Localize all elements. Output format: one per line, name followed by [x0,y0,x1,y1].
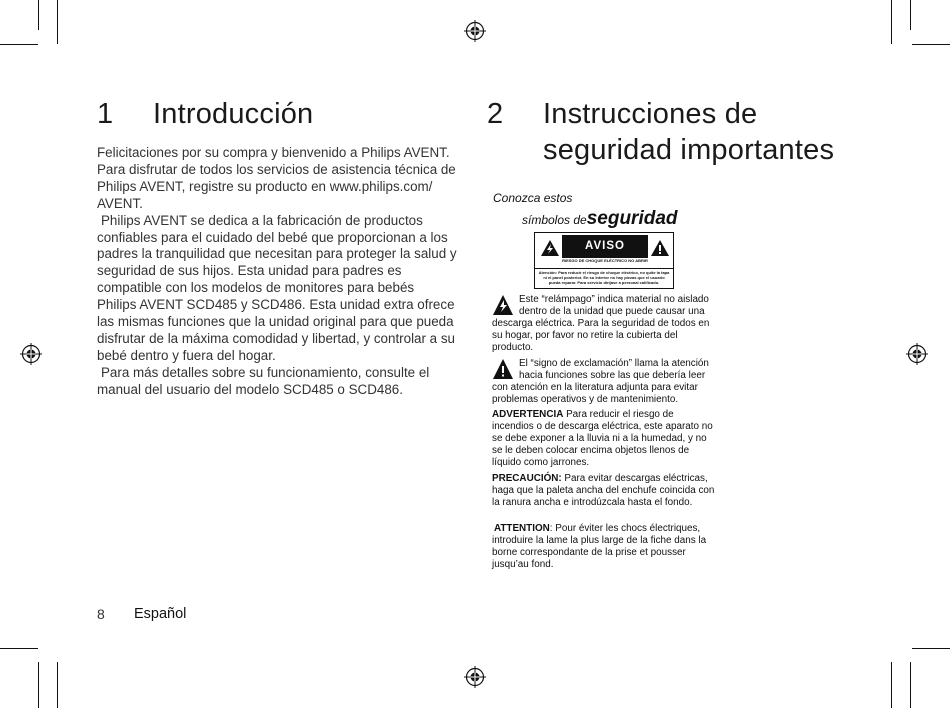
exclamation-warning-icon [492,358,514,380]
section-title: Introducción [153,98,314,130]
section-number: 1 [97,98,114,130]
section-heading-safety [487,96,887,171]
warning-label [534,232,674,289]
crop-mark [910,0,911,30]
section-title-line2: seguridad importantes [543,134,835,166]
symbols-caption-big: seguridad [586,208,678,229]
crop-mark [891,0,892,44]
section-number: 2 [487,98,504,130]
page-number: 8 [97,606,105,622]
crop-mark [0,648,38,649]
crop-mark [891,662,892,708]
crosshair-registration-icon [464,666,486,688]
crosshair-registration-icon [20,343,42,365]
attention-paragraph [492,523,718,571]
symbols-caption-line2 [522,208,678,230]
lightning-text: Este “relámpago” indica material no aislado dentro de la unidad que puede causar una descarga eléctrica. Para la seguridad de todos en su hogar, por favor no retire la cubierta del producto. [492,294,710,353]
attention-text: : Pour éviter les chocs électriques, introduire la lame la plus large de la fiche dans la borne correspondante de la prise et pousser jusqu’au fond. [492,523,707,570]
precaucion-text: Para evitar descargas eléctricas, haga que la paleta ancha del enchufe coincida con la ranura ancha e introdúzcala hasta el fondo. [492,473,715,508]
warning-note: Atención: Para reducir el riesgo de choque eléctrico, no quite la tapa ni el panel posterior. En su interior no hay piezas que el usuario pueda reparar. Para servicio diríjase a personal calificado. [538,270,670,285]
exclamation-text: El “signo de exclamación” llama la atención hacia funciones sobre las que debería leer con atención en la literatura adjunta para evitar problemas operativos y de mantenimiento. [492,358,709,405]
symbols-caption-prefix: símbolos de [522,213,587,227]
intro-paragraph: Para más detalles sobre su funcionamiento, consulte el manual del usuario del modelo SCD485 o SCD486. [97,364,430,397]
crop-mark [912,44,950,45]
symbols-caption-line1: Conozca estos [493,191,573,205]
intro-paragraph: Felicitaciones por su compra y bienvenido a Philips AVENT. Para disfrutar de todos los servicios de asistencia técnica de Philips AVENT, registre su producto en www.philips.com/ AVENT. [97,145,456,211]
warning-divider [535,268,673,269]
crop-mark [38,0,39,30]
crop-mark [910,662,911,708]
exclamation-warning-icon [650,239,670,257]
crosshair-registration-icon [464,20,486,42]
crop-mark [0,44,38,45]
footer-language: Español [134,606,187,622]
lightning-warning-icon [492,294,514,316]
intro-paragraph: Philips AVENT se dedica a la fabricación de productos confiables para el cuidado del bebé que proporcionan a los padres la tranquilidad que necesitan para proteger la salud y seguridad de sus hijos. Esta unidad para padres es compatible con los modelos de monitores para bebés Philips AVENT SCD485 y SCD486. Esta unidad extra ofrece las mismas funciones que la unidad original para que pueda disfrutar de la máxima comodidad y libertad, y controlar a su bebé dentro y fuera del hogar. [97,212,457,363]
crop-mark [57,662,58,708]
intro-body [97,145,457,399]
section-heading-introduction [97,96,427,134]
crop-mark [57,0,58,44]
crosshair-registration-icon [906,343,928,365]
precaucion-paragraph [492,473,718,509]
lightning-paragraph [492,294,718,354]
attention-label: ATTENTION [494,523,550,534]
crop-mark [912,648,950,649]
advertencia-paragraph [492,409,718,469]
warning-risk-text: RIESGO DE CHOQUE ELÉCTRICO NO ABRIR [562,258,648,263]
lightning-warning-icon [540,239,560,257]
warning-title: AVISO [562,235,648,258]
advertencia-text: Para reducir el riesgo de incendios o de descarga eléctrica, este aparato no se debe exponer a la lluvia ni a la humedad, y no se le deben colocar encima objetos llenos de líquido como jarrones. [492,409,713,468]
advertencia-label: ADVERTENCIA [492,409,564,420]
section-title-line1: Instrucciones de [543,98,758,130]
crop-mark [38,662,39,708]
precaucion-label: PRECAUCIÓN: [492,473,562,484]
exclamation-paragraph [492,358,718,406]
